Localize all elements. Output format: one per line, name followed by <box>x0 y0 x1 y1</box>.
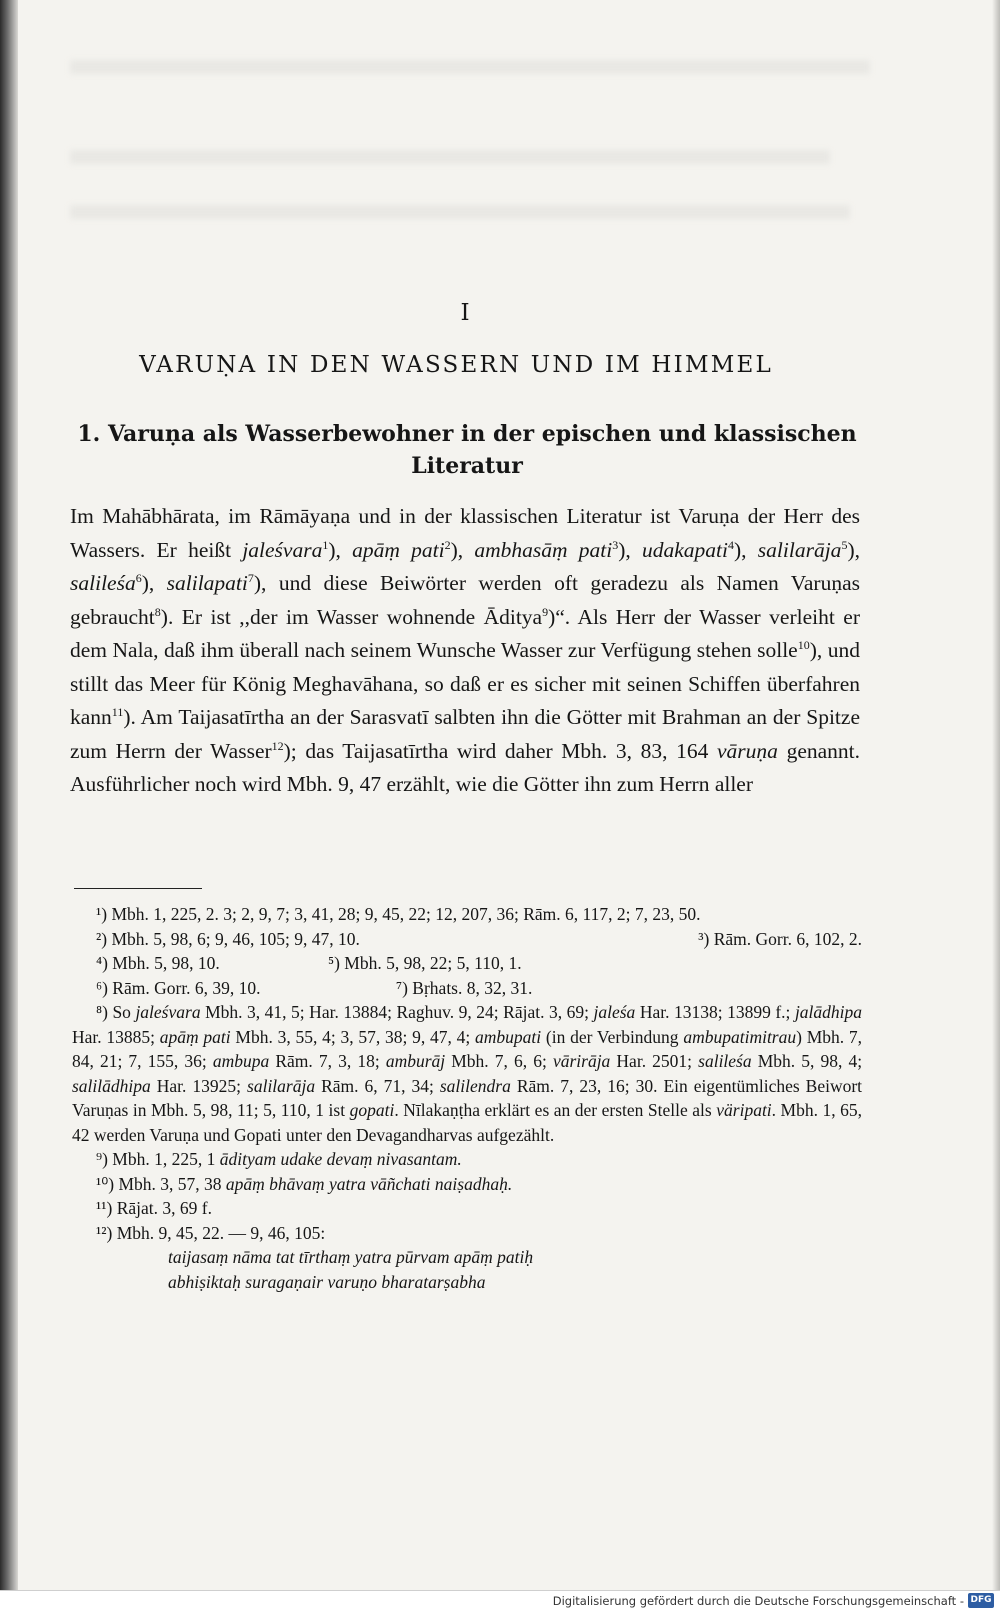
fn-ref: 8 <box>154 604 161 619</box>
fn-text: Har. 13138; 13899 f.; <box>639 1002 791 1022</box>
footnotes <box>72 902 862 1294</box>
fn-text: Har. 13885; <box>72 1026 156 1047</box>
footnote-row <box>72 951 862 976</box>
footnote-4: ⁴) Mbh. 5, 98, 10. <box>96 953 220 973</box>
verse-line-1: taijasaṃ nāma tat tīrthaṃ yatra pūrvam apāṃ patiḥ <box>168 1247 534 1267</box>
body-text-span: genannt. Ausführlicher noch wird Mbh. 9, 47 erzählt, wie die Götter ihn zum Herrn aller <box>70 738 860 796</box>
term: ambupati <box>475 1026 542 1047</box>
fn-ref: 10 <box>797 638 810 652</box>
fn-ref: 12 <box>271 738 284 753</box>
footnote-row <box>72 927 862 952</box>
fn-text: ¹⁰) Mbh. 3, 57, 38 <box>96 1173 222 1194</box>
body-paragraph: Im Mahābhārata, im Rāmāyaṇa und in der klassischen Literatur ist Varuṇa der Herr des Wassers. Er heißt jaleśvara$^1$), apāṃ pati$^2$), ambhasāṃ pati$^3$), udakapati$^4$), salilarāja$^5$), salileśa$^6$), salilapati$^7$), und diese Beiwörter werden oft geradezu als Namen Varuṇas gebraucht$^8$). Er ist ,,der im Wasser wohnende Āditya$^9$)“. Als Herr der Wasser verleiht er dem Nala, daß ihm überall nach seinem Wunsche Wasser zur Verfügung stehen solle$^{10}$), und stillt das Meer für König Meghavāhana, so daß er es sicher mit seinen Schiffen überfahren kann$^{11}$). Am Taijasatīrtha an der Sarasvatī salbten ihn die Götter mit Brahman an der Spitze zum Herrn der Wasser$^{12}$); das Taijasatīrtha wird daher Mbh. 3, 83, 164 vāruṇa genannt. Ausführlicher noch wird Mbh. 9, 47 erzählt, wie die Götter ihn zum Herrn aller <box>70 504 860 796</box>
chapter-title: VARUṆA IN DEN WASSERN UND IM HIMMEL <box>139 352 773 378</box>
footnote-row <box>72 976 862 1001</box>
term: salileśa <box>698 1051 752 1071</box>
term: jaleśvara <box>135 1002 201 1022</box>
footnote-10 <box>72 1172 862 1197</box>
footnote-6: ⁶) Rām. Gorr. 6, 39, 10. <box>96 977 261 998</box>
footnote-8 <box>72 1000 862 1147</box>
term: salileśa <box>70 571 136 595</box>
term: vārirāja <box>552 1051 611 1071</box>
term: apāṃ pati <box>159 1026 231 1047</box>
fn-ref: 7 <box>247 571 254 585</box>
fn-text: ⁸) So <box>96 1002 131 1022</box>
fn-text: Rām. 6, 71, 34; <box>321 1075 434 1096</box>
fn-text: Rām. 7, 3, 18; <box>275 1051 380 1071</box>
fn-ref: 4 <box>728 537 735 552</box>
fn-ref: 3 <box>612 537 619 552</box>
bleed-through <box>70 60 870 74</box>
term: jaleśvara <box>242 537 323 562</box>
fn-ref: 6 <box>135 571 142 585</box>
footnote-3: ³) Rām. Gorr. 6, 102, 2. <box>698 928 862 949</box>
credit-text: Digitalisierung gefördert durch die Deutsche Forschungsgemeinschaft - <box>552 1594 964 1608</box>
term: salilarāja <box>757 537 842 562</box>
body-text-span: Im Mahābhārata, im Rāmāyaṇa und in der klassischen Literatur ist Varuṇa der Herr des Wassers. Er heißt <box>70 504 860 562</box>
term: väripati <box>716 1100 772 1120</box>
term: amburāj <box>385 1051 446 1071</box>
book-gutter-shadow <box>0 0 18 1590</box>
fn-ref: 5 <box>841 537 848 552</box>
body-text-span: ), und stillt das Meer für König Meghavāhana, so daß er es sicher mit seinen Schiffen überfahren kann <box>70 638 860 729</box>
body-text-span: )“. Als Herr der Wasser verleiht er dem Nala, daß ihm überall nach seinem Wunsche Wasser zur Verfügung stehen solle <box>70 604 860 662</box>
fn-text: Har. 13925; <box>156 1075 242 1096</box>
fn-ref: 9 <box>542 604 549 619</box>
fn-ref: 2 <box>444 537 451 552</box>
footnote-1: ¹) Mbh. 1, 225, 2. 3; 2, 9, 7; 3, 41, 28; 9, 45, 22; 12, 207, 36; Rām. 6, 117, 2; 7, 23, 50. <box>96 904 701 924</box>
term: apāṃ bhāvaṃ yatra vāñchati naiṣadhaḥ. <box>225 1173 513 1194</box>
fn-text: (in der Verbindung <box>545 1026 679 1047</box>
credit-bar <box>0 1590 1000 1612</box>
fn-text: Mbh. 3, 55, 4; 3, 57, 38; 9, 47, 4; <box>235 1026 471 1047</box>
term: ambhasāṃ pati <box>474 537 613 562</box>
term: salilapati <box>166 571 248 595</box>
footnote-12: ¹²) Mbh. 9, 45, 22. — 9, 46, 105: <box>96 1222 326 1243</box>
footnote-2: ²) Mbh. 5, 98, 6; 9, 46, 105; 9, 47, 10. <box>96 928 360 949</box>
section-title: 1. Varuṇa als Wasserbewohner in der epischen und klassischen Literatur <box>77 421 857 479</box>
footnote-11: ¹¹) Rājat. 3, 69 f. <box>96 1198 212 1218</box>
fn-text: Rām. 7, 23, 16; 30. Ein eigentümliches Beiwort Varuṇas in Mbh. 5, 98, 11; 5, 110, 1 ist <box>72 1075 863 1120</box>
body-text-span: ). Am Taijasatīrtha an der Sarasvatī salbten ihn die Götter mit Brahman an der Spitze zum Herrn der Wasser <box>70 705 860 763</box>
dfg-logo-icon: DFG <box>968 1593 994 1608</box>
footnote-rule <box>74 888 202 889</box>
footnote-5: ⁵) Mbh. 5, 98, 22; 5, 110, 1. <box>328 953 522 973</box>
term: ādityam udake devaṃ nivasantam. <box>219 1149 462 1169</box>
body-text-span: ); das Taijasatīrtha wird daher Mbh. 3, 83, 164 <box>283 738 709 763</box>
body-text-span: und diese Beiwörter werden oft geradezu als Namen Varuṇas gebraucht <box>70 571 860 629</box>
term: jaleśa <box>593 1002 636 1022</box>
fn-text: ⁹) Mbh. 1, 225, 1 <box>96 1149 216 1169</box>
term: ambupa <box>212 1051 270 1071</box>
fn-ref: 11 <box>111 705 124 719</box>
fn-text: Har. 2501; <box>616 1051 693 1071</box>
term: jalādhipa <box>794 1002 863 1022</box>
body-text-span: . Er ist ,,der im Wasser wohnende Āditya <box>167 604 543 629</box>
fn-text: Mbh. 7, 6, 6; <box>451 1051 547 1071</box>
chapter-number: I <box>460 300 470 326</box>
term: vāruṇa <box>717 738 778 763</box>
term: salilendra <box>439 1075 511 1096</box>
fn-text: . Nīlakaṇṭha erklärt es an der ersten Stelle als <box>394 1100 712 1120</box>
bleed-through <box>70 150 830 164</box>
term: salilarāja <box>247 1075 316 1096</box>
fn-text: Mbh. 5, 98, 4; <box>757 1051 863 1071</box>
fn-text: . Mbh. 1, 65, 42 werden Varuṇa und Gopati unter den Devagandharvas aufgezählt. <box>72 1100 863 1145</box>
bleed-through <box>70 205 850 219</box>
term: ambupatimitrau <box>683 1026 797 1047</box>
page-edge-shadow <box>992 0 1000 1590</box>
term: salilādhipa <box>72 1075 151 1096</box>
fn-ref: 1 <box>322 537 329 552</box>
term: gopati <box>349 1100 395 1120</box>
fn-text: ) Mbh. 7, 84, 21; 7, 155, 36; <box>72 1026 863 1071</box>
term: apāṃ pati <box>352 537 445 562</box>
term: udakapati <box>642 537 729 562</box>
verse-line-2: abhiṣiktaḥ suragaṇair varuṇo bharatarṣabha <box>168 1271 486 1292</box>
fn-text: Mbh. 3, 41, 5; Har. 13884; Raghuv. 9, 24; Rājat. 3, 69; <box>205 1002 589 1022</box>
footnote-9 <box>72 1147 862 1172</box>
footnote-7: ⁷) Bṛhats. 8, 32, 31. <box>396 977 533 998</box>
